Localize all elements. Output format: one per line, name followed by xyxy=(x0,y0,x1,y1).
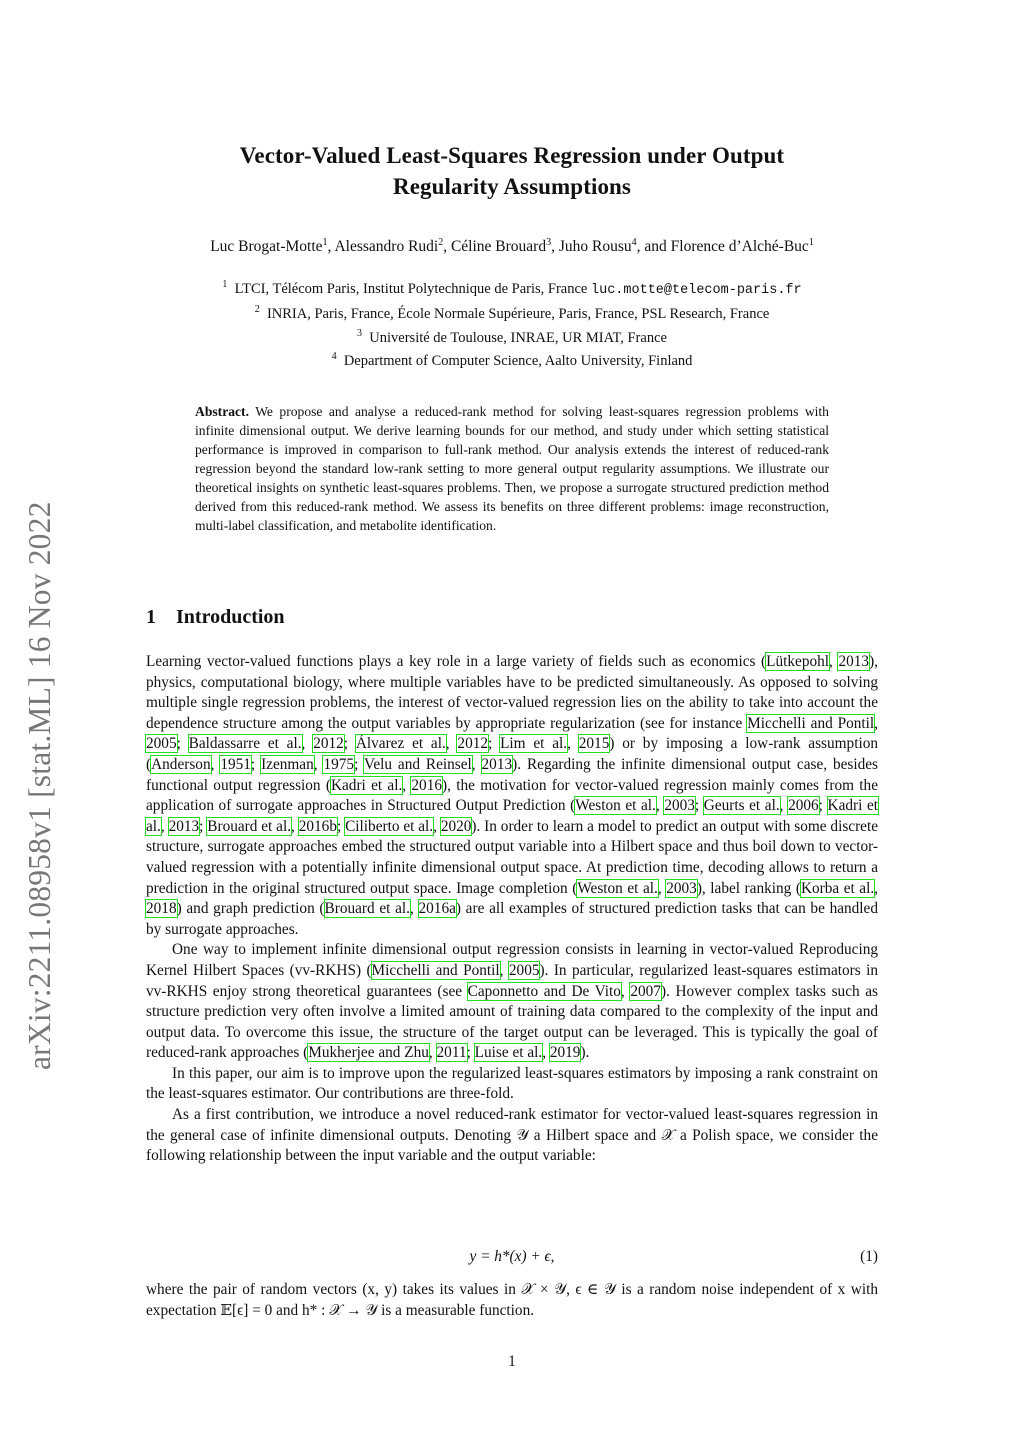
title-line-2: Regularity Assumptions xyxy=(393,174,631,199)
citation-link[interactable]: Micchelli and Pontil xyxy=(371,961,500,979)
citation-link[interactable]: 2016b xyxy=(298,817,337,835)
affiliation-3: $^3$ Université de Toulouse, INRAE, UR MIAT, France xyxy=(357,327,667,346)
citation-link[interactable]: Luise et al. xyxy=(474,1044,543,1062)
equation-expression: y = h*(x) + ϵ, xyxy=(469,1248,555,1265)
citation-link[interactable]: 2016a xyxy=(418,900,456,918)
paragraph-2: One way to implement infinite dimensional output regression consists in learning in vector-valued Reproducing Kernel Hilbert Spaces (vv-RKHS) (Micchelli and Pontil, 2005). In particular, regularized least-squares estimators in vv-RKHS enjoy strong theoretical guarantees (see Caponnetto and De Vito, 2007). However complex tasks such as structure prediction very often involve a limited amount of training data compared to the complexity of the input and output data. To overcome this issue, the structure of the target output can be leveraged. This is typically the goal of reduced-rank approaches (Mukherjee and Zhu, 2011; Luise et al., 2019). xyxy=(146,941,878,1062)
title-line-1: Vector-Valued Least-Squares Regression under Output xyxy=(239,143,785,168)
citation-link[interactable]: Anderson xyxy=(151,755,211,773)
equation-number: (1) xyxy=(860,1248,878,1265)
citation-link[interactable]: Velu and Reinsel xyxy=(363,755,472,773)
citation-link[interactable]: Kadri et al. xyxy=(330,776,403,794)
citation-link[interactable]: 2013 xyxy=(838,653,870,670)
citation-link[interactable]: 1951 xyxy=(220,755,251,773)
page-number: 1 xyxy=(508,1353,516,1370)
citation-link[interactable]: 2013 xyxy=(481,755,513,773)
citation-link[interactable]: 2003 xyxy=(666,879,697,897)
citation-link[interactable]: 2006 xyxy=(788,797,819,815)
citation-link[interactable]: 2005 xyxy=(508,961,540,979)
citation-link[interactable]: Lütkepohl xyxy=(766,653,830,670)
arxiv-identifier: arXiv:2211.08958v1 [stat.ML] 16 Nov 2022 xyxy=(22,501,57,1070)
section-heading xyxy=(146,606,285,629)
citation-link[interactable]: Brouard et al. xyxy=(207,817,292,835)
abstract-text: We propose and analyse a reduced-rank method for solving least-squares regression problems with infinite dimensional output. We derive learning bounds for our method, and study under which setting statistical performance is improved in comparison to full-rank method. Our analysis extends the interest of reduced-rank regression beyond the standard low-rank setting to more general output regularity assumptions. We illustrate our theoretical insights on synthetic least-squares problems. Then, we propose a surrogate structured prediction method derived from this reduced-rank method. We assess its benefits on three different problems: image reconstruction, multi-label classification, and metabolite identification. xyxy=(195,404,829,533)
citation-link[interactable]: Weston et al. xyxy=(575,797,656,815)
affiliations xyxy=(146,275,878,371)
abstract xyxy=(195,402,829,535)
citation-link[interactable]: Álvarez et al. xyxy=(355,735,446,753)
citation-link[interactable]: Brouard et al. xyxy=(324,900,410,918)
paragraph-4: As a first contribution, we introduce a novel reduced-rank estimator for vector-valued least-squares regression in the general case of infinite dimensional outputs. Denoting 𝒴 a Hilbert space and 𝒳 a Polish space, we consider the following relationship between the input variable and the output variable: xyxy=(146,1106,878,1165)
citation-link[interactable]: 2012 xyxy=(313,735,344,753)
citation-link[interactable]: 2011 xyxy=(436,1044,467,1062)
citation-link[interactable]: 2003 xyxy=(664,797,695,815)
body-text xyxy=(146,652,878,1167)
citation-link[interactable]: Geurts et al. xyxy=(703,797,780,815)
author: Juho Rousu$^4$ xyxy=(558,237,637,256)
citation-link[interactable]: 2019 xyxy=(549,1044,581,1062)
paper-title xyxy=(146,140,878,202)
citation-link[interactable]: Korba et al. xyxy=(800,879,875,897)
citation-link[interactable]: 2007 xyxy=(630,982,661,1000)
citation-link[interactable]: 2020 xyxy=(440,817,472,835)
equation-1 xyxy=(146,1248,878,1266)
citation-link[interactable]: Weston et al. xyxy=(577,879,658,897)
author: Céline Brouard$^3$ xyxy=(450,237,552,256)
citation-link[interactable]: Lim et al. xyxy=(500,735,568,753)
affiliation-2: $^2$ INRIA, Paris, France, École Normale Supérieure, Paris, France, PSL Research, France xyxy=(254,303,770,322)
citation-link[interactable]: 2013 xyxy=(168,817,200,835)
affiliation-4: $^4$ Department of Computer Science, Aalto University, Finland xyxy=(331,351,693,370)
citation-link[interactable]: Baldassarre et al. xyxy=(188,735,302,753)
citation-link[interactable]: 1975 xyxy=(323,755,355,773)
citation-link[interactable]: Mukherjee and Zhu xyxy=(308,1044,429,1062)
paragraph-1: Learning vector-valued functions plays a key role in a large variety of fields such as economics (Lütkepohl, 2013), physics, computational biology, where multiple variables have to be predicted simultaneously. As opposed to solving multiple single regression problems, the interest of vector-valued regression lies on the ability to take into account the dependence structure among the output variables by appropriate regularization (see for instance Micchelli and Pontil, 2005; Baldassarre et al., 2012; Álvarez et al., 2012; Lim et al., 2015) or by imposing a low-rank assumption (Anderson, 1951; Izenman, 1975; Velu and Reinsel, 2013). Regarding the infinite dimensional output case, besides functional output regression (Kadri et al., 2016), the motivation for vector-valued regression mainly comes from the application of surrogate approaches in Structured Output Prediction (Weston et al., 2003; Geurts et al., 2006; Kadri et al., 2013; Brouard et al., 2016b; Ciliberto et al., 2020). In order to learn a model to predict an output with some discrete structure, surrogate approaches embed the structured output variable into a Hilbert space and thus boil down to vector-valued regression with a potentially infinite dimensional output space. At prediction time, decoding allows to return a prediction in the original structured output space. Image completion (Weston et al., 2003), label ranking (Korba et al., 2018) and graph prediction (Brouard et al., 2016a) are all examples of structured prediction tasks that can be handled by surrogate approaches. xyxy=(146,653,878,938)
author-list: Luc Brogat-Motte$^1$, Alessandro Rudi$^2$, Céline Brouard$^3$, Juho Rousu$^4$, and Florence d’Alché-Buc$^1$ xyxy=(210,237,814,256)
citation-link[interactable]: 2005 xyxy=(146,735,177,753)
section-title: Introduction xyxy=(176,606,285,628)
affiliation-1: $^1$ LTCI, Télécom Paris, Institut Polytechnique de Paris, France luc.motte@telecom-paris.fr xyxy=(222,279,802,298)
citation-link[interactable]: Izenman xyxy=(261,755,314,773)
paragraph-5: where the pair of random vectors (x, y) takes its values in 𝒳 × 𝒴, ϵ ∈ 𝒴 is a random noise independent of x with expectation 𝔼[ϵ] = 0 and h* : 𝒳 → 𝒴 is a measurable function. xyxy=(146,1281,878,1319)
citation-link[interactable]: 2012 xyxy=(457,735,489,753)
author: Florence d’Alché-Buc$^1$ xyxy=(670,237,814,256)
email-link[interactable]: luc.motte@telecom-paris.fr xyxy=(591,282,802,298)
citation-link[interactable]: Caponnetto and De Vito xyxy=(467,982,621,1000)
citation-link[interactable]: Kadri et al. xyxy=(146,797,878,835)
citation-link[interactable]: Ciliberto et al. xyxy=(345,817,434,835)
section-number: 1 xyxy=(146,606,156,628)
abstract-label: Abstract. xyxy=(195,404,249,419)
citation-link[interactable]: Micchelli and Pontil xyxy=(747,714,875,732)
citation-link[interactable]: 2015 xyxy=(578,735,610,753)
citation-link[interactable]: 2018 xyxy=(146,900,177,918)
author: Alessandro Rudi$^2$ xyxy=(334,237,444,256)
paragraph-3: In this paper, our aim is to improve upon the regularized least-squares estimators by imposing a rank constraint on the least-squares estimator. Our contributions are three-fold. xyxy=(146,1064,878,1103)
citation-link[interactable]: 2016 xyxy=(411,776,442,794)
author: Luc Brogat-Motte$^1$ xyxy=(210,237,328,256)
